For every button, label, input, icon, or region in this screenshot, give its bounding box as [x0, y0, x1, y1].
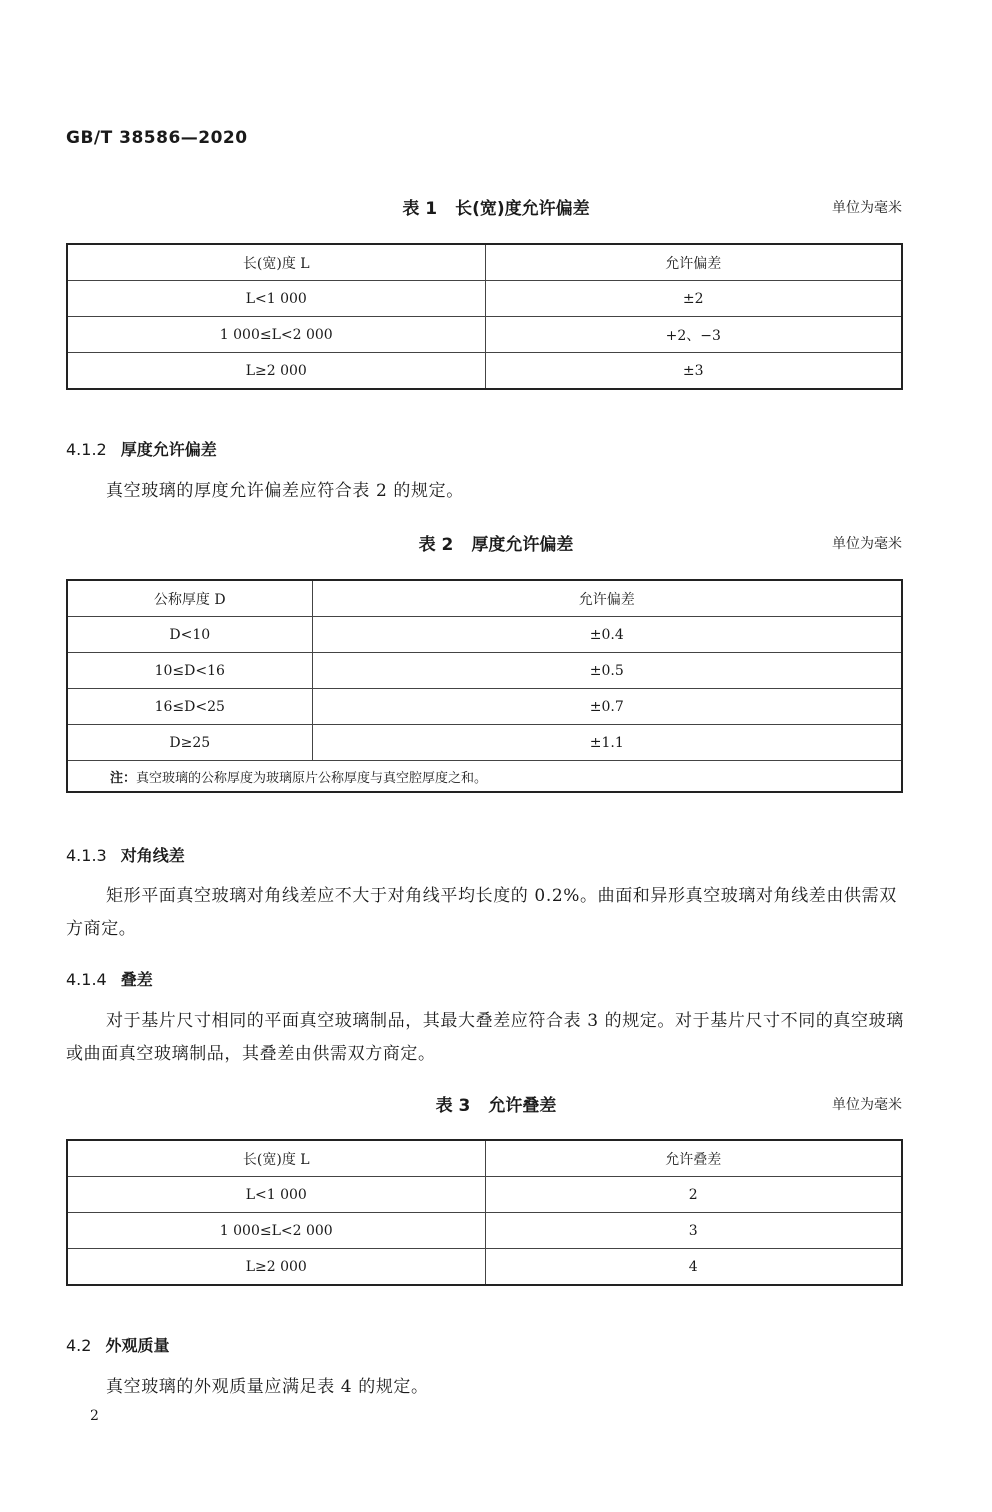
page-number: 2	[90, 1408, 99, 1424]
table1-header-row	[67, 244, 902, 281]
table2-row	[67, 689, 902, 725]
note-label: 注：	[110, 770, 137, 786]
section-4-1-4-text: 对于基片尺寸相同的平面真空玻璃制品，其最大叠差应符合表 3 的规定。对于基片尺寸不同的真空玻璃或曲面真空玻璃制品，其叠差由供需双方商定。	[66, 1011, 904, 1064]
table3-cell: 3	[485, 1213, 902, 1249]
section-4-1-3-text: 矩形平面真空玻璃对角线差应不大于对角线平均长度的 0.2%。曲面和异形真空玻璃对角线差由供需双方商定。	[66, 886, 897, 939]
table2-note-row	[67, 761, 902, 793]
table2-unit: 单位为毫米	[832, 536, 902, 552]
table3-header-row	[67, 1140, 902, 1177]
note-text: 真空玻璃的公称厚度为玻璃原片公称厚度与真空腔厚度之和。	[136, 770, 488, 786]
table1-unit: 单位为毫米	[832, 200, 902, 216]
table1-cell: L<1 000	[67, 281, 485, 317]
table1-cell: L≥2 000	[67, 353, 485, 390]
table3-number: 表 3	[435, 1096, 471, 1116]
table2-cell: D≥25	[67, 725, 312, 761]
section-number: 4.1.3	[66, 846, 107, 865]
table2-header-cell: 公称厚度 D	[67, 580, 312, 617]
section-title: 外观质量	[105, 1336, 170, 1355]
table1-title: 长(宽)度允许偏差	[455, 199, 590, 219]
table1-cell: 1 000≤L<2 000	[67, 317, 485, 353]
table2-header-row	[67, 580, 902, 617]
table2-cell: ±0.5	[312, 653, 902, 689]
section-4-2-heading	[66, 1333, 169, 1356]
section-number: 4.1.4	[66, 970, 107, 989]
table2-header-cell: 允许偏差	[312, 580, 902, 617]
table3-unit: 单位为毫米	[832, 1097, 902, 1113]
table2-cell: 16≤D<25	[67, 689, 312, 725]
table2-cell: ±1.1	[312, 725, 902, 761]
table3-row	[67, 1213, 902, 1249]
table2	[66, 579, 903, 793]
section-4-1-3-heading	[66, 843, 185, 866]
table3-cell: L<1 000	[67, 1177, 485, 1213]
section-4-1-2-heading	[66, 437, 217, 460]
table3-header-cell: 允许叠差	[485, 1140, 902, 1177]
standard-code: GB/T 38586—2020	[66, 128, 248, 148]
table2-row	[67, 653, 902, 689]
table3-row	[67, 1177, 902, 1213]
table2-title: 厚度允许偏差	[471, 535, 574, 555]
table3-cell: L≥2 000	[67, 1249, 485, 1286]
table1-header-cell: 允许偏差	[485, 244, 902, 281]
section-title: 对角线差	[120, 846, 185, 865]
table2-cell: ±0.4	[312, 617, 902, 653]
section-4-2-text: 真空玻璃的外观质量应满足表 4 的规定。	[106, 1377, 429, 1397]
table3-row	[67, 1249, 902, 1286]
table1-cell: +2、−3	[485, 317, 902, 353]
table2-number: 表 2	[418, 535, 454, 555]
table3	[66, 1139, 903, 1286]
section-number: 4.1.2	[66, 440, 107, 459]
table1-header-cell: 长(宽)度 L	[67, 244, 485, 281]
section-title: 厚度允许偏差	[120, 440, 217, 459]
table2-cell: 10≤D<16	[67, 653, 312, 689]
table1-row	[67, 353, 902, 390]
table2-note	[67, 761, 902, 793]
table1-cell: ±3	[485, 353, 902, 390]
table1-number: 表 1	[402, 199, 438, 219]
section-4-1-2-text: 真空玻璃的厚度允许偏差应符合表 2 的规定。	[106, 481, 464, 501]
table3-header-cell: 长(宽)度 L	[67, 1140, 485, 1177]
table2-cell: D<10	[67, 617, 312, 653]
section-4-1-4-heading	[66, 967, 153, 990]
table2-cell: ±0.7	[312, 689, 902, 725]
table3-cell: 2	[485, 1177, 902, 1213]
table3-title: 允许叠差	[488, 1096, 557, 1116]
table1-cell: ±2	[485, 281, 902, 317]
table1-row	[67, 317, 902, 353]
table3-cell: 1 000≤L<2 000	[67, 1213, 485, 1249]
section-title: 叠差	[120, 970, 153, 989]
table1-row	[67, 281, 902, 317]
table2-row	[67, 617, 902, 653]
table2-row	[67, 725, 902, 761]
table3-cell: 4	[485, 1249, 902, 1286]
section-number: 4.2	[66, 1336, 92, 1355]
table1	[66, 243, 903, 390]
